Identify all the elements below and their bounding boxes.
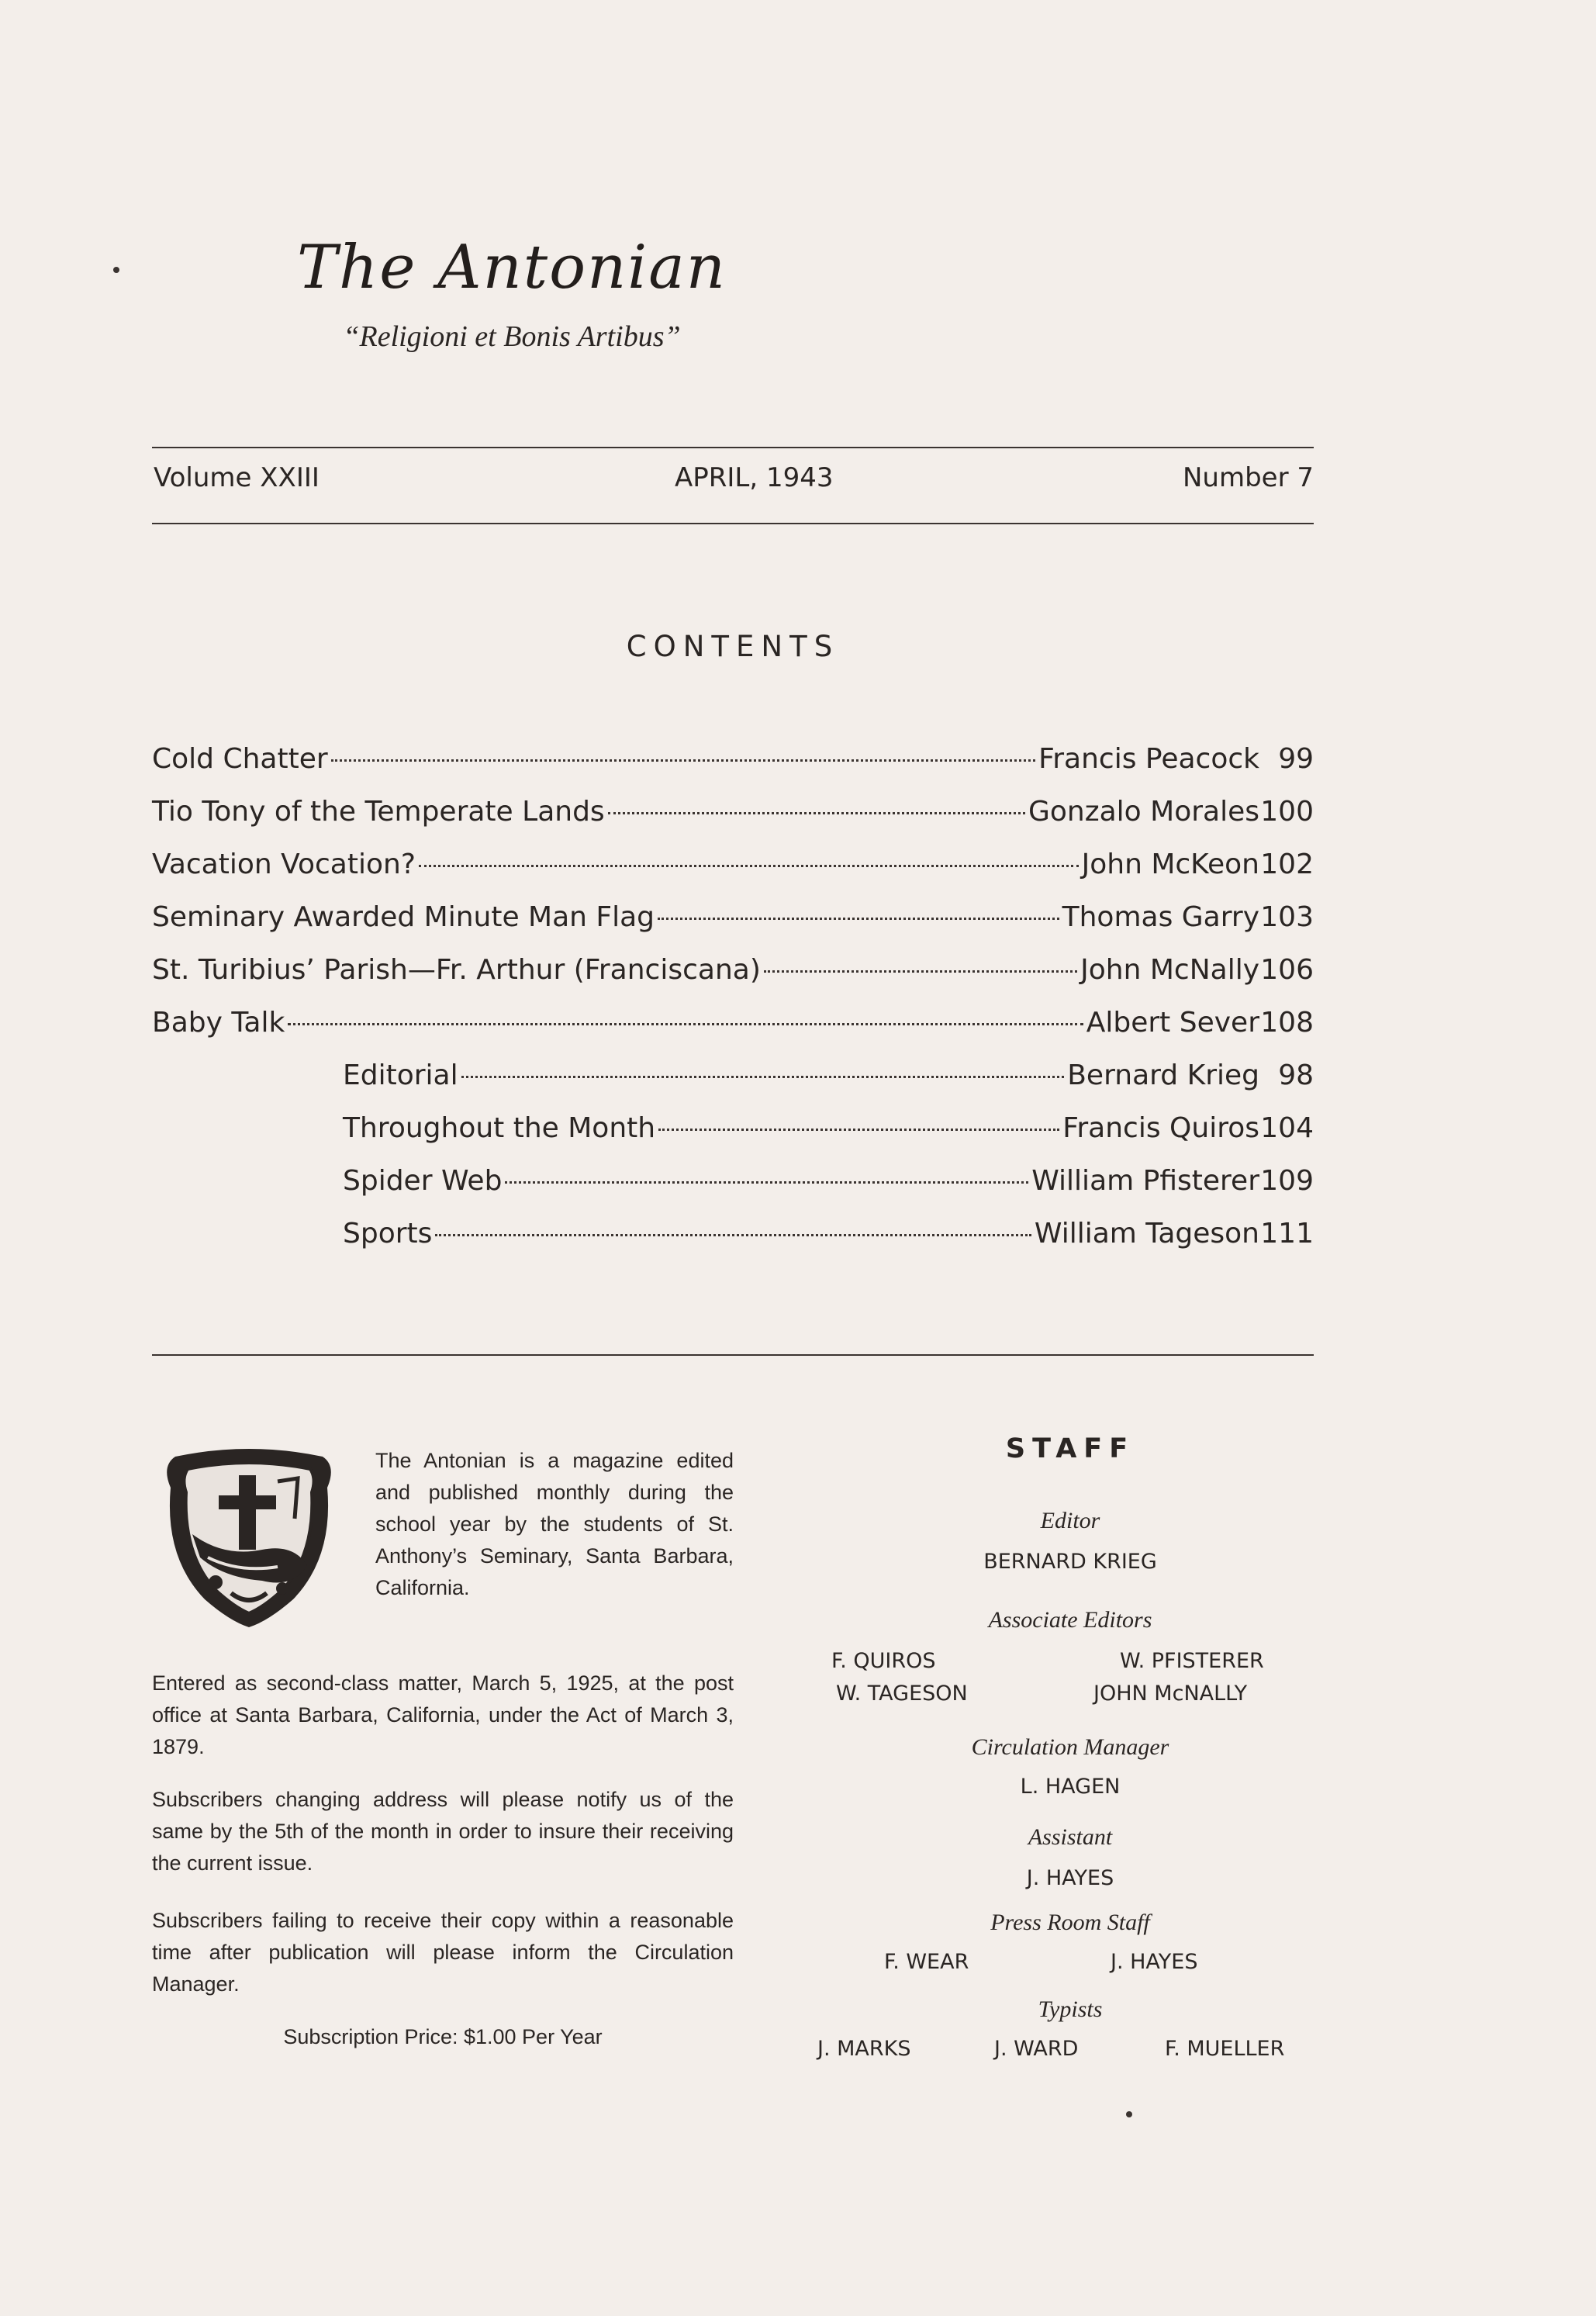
toc-entry[interactable] bbox=[152, 849, 1314, 901]
subscription-price: Subscription Price: $1.00 Per Year bbox=[283, 2025, 603, 2048]
dot-leader bbox=[419, 865, 1079, 867]
assistant-name: J. HAYES bbox=[1026, 1866, 1114, 1890]
editor-name: BERNARD KRIEG bbox=[983, 1550, 1157, 1574]
issue-date: APRIL, 1943 bbox=[675, 462, 834, 493]
toc-title: Baby Talk bbox=[152, 1007, 285, 1039]
toc-title: Cold Chatter bbox=[152, 743, 328, 775]
associate-editor-name: JOHN McNALLY bbox=[1093, 1682, 1248, 1706]
magazine-description: The Antonian is a magazine edited and published monthly during the school year by the students of St. Anthony’s Seminary, Santa Barbara, California. bbox=[375, 1449, 734, 1599]
toc-author: William Tageson bbox=[1034, 1218, 1259, 1250]
toc-title: Editorial bbox=[343, 1059, 458, 1091]
associate-editor-name: F. QUIROS bbox=[831, 1649, 936, 1673]
toc-author: Francis Quiros bbox=[1062, 1112, 1259, 1144]
toc-author: John McNally bbox=[1080, 954, 1259, 986]
toc-page-number: 104 bbox=[1260, 1112, 1314, 1144]
circulation-manager-role: Circulation Manager bbox=[971, 1734, 1169, 1760]
contents-heading: CONTENTS bbox=[626, 630, 840, 663]
issue-bottom-rule bbox=[152, 523, 1314, 524]
magazine-motto: “Religioni et Bonis Artibus” bbox=[343, 320, 681, 353]
toc-entry[interactable] bbox=[152, 954, 1314, 1007]
dot-leader bbox=[331, 759, 1035, 762]
dot-leader bbox=[461, 1076, 1065, 1078]
dot-leader bbox=[505, 1181, 1028, 1184]
toc-title: St. Turibius’ Parish—Fr. Arthur (Franciscana) bbox=[152, 954, 761, 986]
toc-page-number: 99 bbox=[1278, 743, 1314, 775]
associate-editors-role: Associate Editors bbox=[988, 1607, 1152, 1633]
dot-leader bbox=[435, 1234, 1031, 1236]
toc-title: Throughout the Month bbox=[343, 1112, 656, 1144]
typist-name: J. MARKS bbox=[817, 2037, 911, 2061]
toc-title: Spider Web bbox=[343, 1165, 503, 1197]
toc-author: Albert Sever bbox=[1086, 1007, 1259, 1039]
toc-title: Sports bbox=[343, 1218, 433, 1250]
toc-page-number: 109 bbox=[1260, 1165, 1314, 1197]
dot-leader bbox=[658, 1129, 1059, 1131]
entry-notice: Entered as second-class matter, March 5, 1925, at the post office at Santa Barbara, California, under the Act of March 3, 1879. bbox=[152, 1671, 734, 1758]
dot-leader bbox=[608, 812, 1025, 814]
editor-role: Editor bbox=[1040, 1508, 1100, 1533]
toc-entry[interactable] bbox=[152, 1165, 1314, 1218]
staff-heading: STAFF bbox=[1005, 1433, 1135, 1464]
top-rule bbox=[152, 447, 1314, 448]
contents-bottom-rule bbox=[152, 1354, 1314, 1356]
table-of-contents bbox=[152, 743, 1314, 1270]
circulation-manager-name: L. HAGEN bbox=[1020, 1775, 1121, 1799]
toc-page-number: 108 bbox=[1260, 1007, 1314, 1039]
dot-leader bbox=[288, 1023, 1083, 1025]
shield-crest-icon bbox=[161, 1441, 337, 1629]
dot-leader bbox=[764, 970, 1077, 973]
toc-author: Bernard Krieg bbox=[1067, 1059, 1259, 1091]
ink-speck bbox=[1126, 2111, 1132, 2117]
toc-author: Gonzalo Morales bbox=[1028, 796, 1259, 828]
toc-title: Seminary Awarded Minute Man Flag bbox=[152, 901, 655, 933]
toc-page-number: 106 bbox=[1260, 954, 1314, 986]
toc-title: Tio Tony of the Temperate Lands bbox=[152, 796, 605, 828]
toc-title: Vacation Vocation? bbox=[152, 849, 416, 880]
volume-label: Volume XXIII bbox=[154, 462, 320, 493]
assistant-role: Assistant bbox=[1028, 1824, 1113, 1850]
toc-author: Francis Peacock bbox=[1038, 743, 1259, 775]
toc-entry[interactable] bbox=[152, 796, 1314, 849]
issue-number: Number 7 bbox=[1182, 462, 1314, 493]
associate-editor-name: W. PFISTERER bbox=[1120, 1649, 1264, 1673]
toc-entry[interactable] bbox=[152, 1218, 1314, 1270]
press-room-role: Press Room Staff bbox=[990, 1910, 1150, 1935]
toc-entry[interactable] bbox=[152, 901, 1314, 954]
dot-leader bbox=[658, 918, 1059, 920]
typist-name: J. WARD bbox=[994, 2037, 1079, 2061]
toc-entry[interactable] bbox=[152, 1007, 1314, 1059]
toc-entry[interactable] bbox=[152, 1059, 1314, 1112]
press-room-name: J. HAYES bbox=[1111, 1950, 1198, 1974]
typist-name: F. MUELLER bbox=[1165, 2037, 1285, 2061]
toc-author: William Pfisterer bbox=[1031, 1165, 1259, 1197]
toc-page-number: 98 bbox=[1278, 1059, 1314, 1091]
typists-role: Typists bbox=[1038, 1996, 1103, 2022]
toc-page-number: 102 bbox=[1260, 849, 1314, 880]
magazine-title: The Antonian bbox=[296, 233, 727, 302]
toc-author: John McKeon bbox=[1081, 849, 1259, 880]
missing-copy-notice: Subscribers failing to receive their copy within a reasonable time after publication will please inform the Circulation Manager. bbox=[152, 1909, 734, 1996]
press-room-name: F. WEAR bbox=[884, 1950, 969, 1974]
address-change-notice: Subscribers changing address will please notify us of the same by the 5th of the month in order to insure their receiving the current issue. bbox=[152, 1788, 734, 1875]
toc-page-number: 100 bbox=[1260, 796, 1314, 828]
toc-author: Thomas Garry bbox=[1062, 901, 1259, 933]
toc-page-number: 111 bbox=[1260, 1218, 1314, 1250]
associate-editor-name: W. TAGESON bbox=[836, 1682, 968, 1706]
toc-page-number: 103 bbox=[1260, 901, 1314, 933]
toc-entry[interactable] bbox=[152, 1112, 1314, 1165]
toc-entry[interactable] bbox=[152, 743, 1314, 796]
